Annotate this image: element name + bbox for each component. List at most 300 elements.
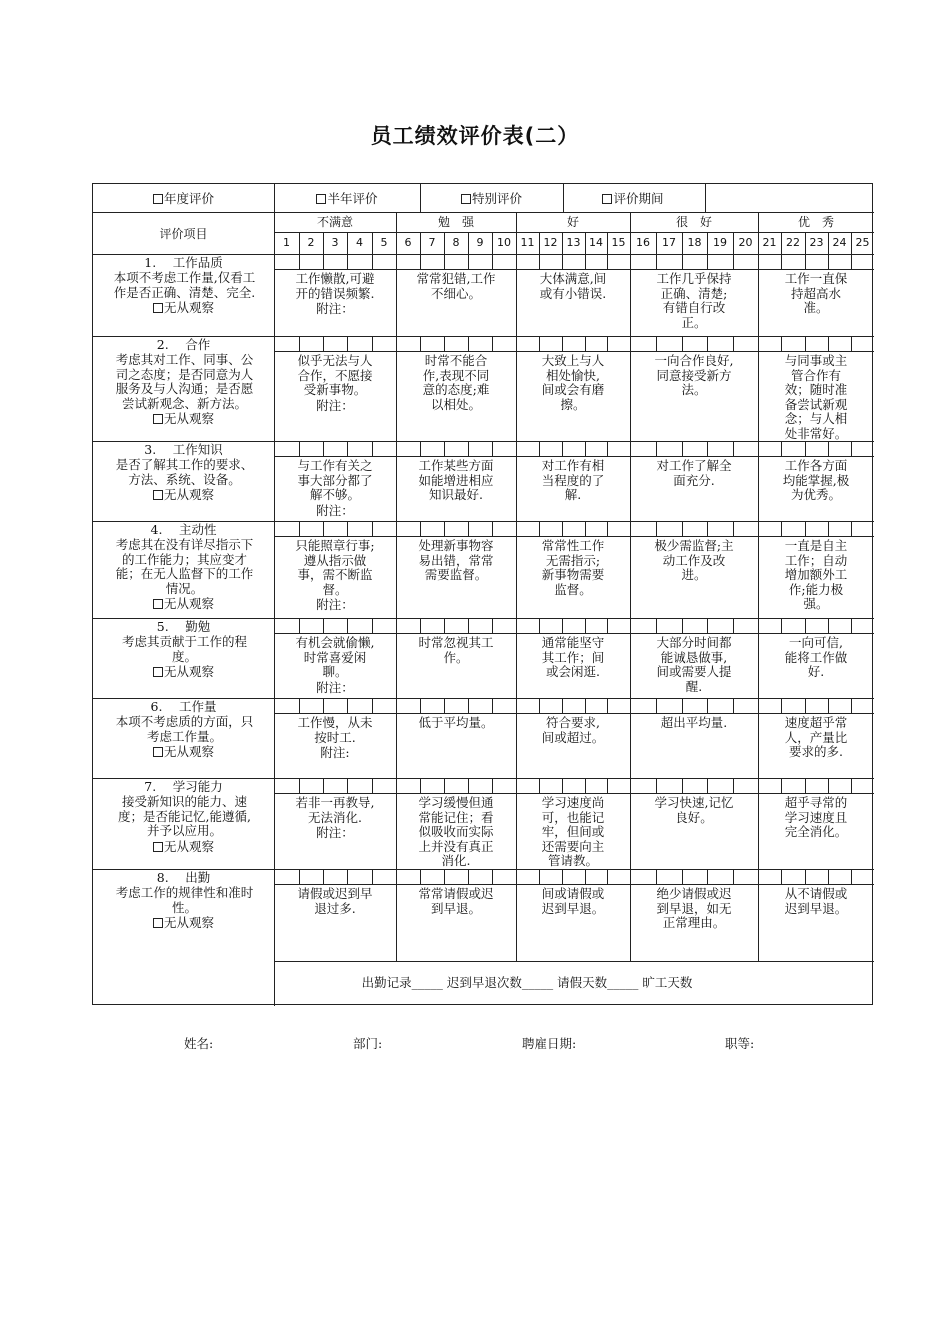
score-tick-divider (682, 698, 683, 713)
score-tick-divider (851, 441, 852, 456)
level-description: 事大部分都了 (297, 472, 373, 488)
score-tick-divider (607, 254, 608, 269)
score-tick-divider (299, 618, 300, 633)
level-description: 一直是自主 (784, 538, 848, 553)
period-cell-divider (705, 184, 706, 212)
score-tick-divider (420, 336, 421, 351)
level-description: 法。 (681, 382, 707, 397)
score-tick-divider (347, 441, 348, 456)
level-description: 可，也能记 (541, 809, 605, 825)
score-number: 1 (283, 236, 290, 249)
score-tick-divider (562, 698, 563, 713)
score-tick-divider (851, 869, 852, 884)
score-tick-divider (682, 521, 683, 536)
checkbox-icon[interactable] (153, 918, 163, 928)
score-tick-divider (516, 521, 517, 536)
score-tick-divider (781, 698, 782, 713)
score-tick-divider (656, 254, 657, 269)
item-description: 度；是否能记忆,能遵循, (118, 808, 251, 824)
score-tick-divider (299, 698, 300, 713)
score-tick-divider (585, 336, 586, 351)
level-description: 强。 (803, 596, 829, 611)
score-tick-divider (396, 869, 397, 884)
level-description: 常能记住；看 (418, 809, 494, 825)
score-tick-divider (805, 521, 806, 536)
period-option-label: 特别评价 (471, 191, 522, 206)
score-tick-divider (444, 336, 445, 351)
score-tick-divider (299, 254, 300, 269)
score-tick-divider (516, 869, 517, 884)
score-tick-divider (828, 254, 829, 269)
score-tick-divider (682, 618, 683, 633)
level-description: 或会闲逛. (546, 664, 600, 679)
item-description: 本项不考虑质的方面，只 (115, 714, 254, 729)
score-tick-divider (444, 521, 445, 536)
score-tick-divider (492, 441, 493, 456)
score-tick-divider (733, 336, 734, 351)
score-tick-divider (539, 698, 540, 713)
footer-dept-label: 部门: (353, 1036, 383, 1051)
score-tick-divider (372, 869, 373, 884)
period-row-divider (93, 212, 874, 213)
score-tick-divider (516, 618, 517, 633)
score-tick-divider (656, 869, 657, 884)
score-tick-divider (347, 254, 348, 269)
score-tick-divider (323, 778, 324, 793)
level-description: 处非常好。 (784, 425, 848, 441)
score-tick-divider (492, 521, 493, 536)
level-description: 大体满意,间 (539, 271, 607, 286)
level-description: 工作一直保 (784, 271, 848, 286)
level-description: 有机会就偷懒, (295, 635, 375, 650)
level-description: 要求的多. (789, 744, 843, 759)
item-heading: 2. 合作 (156, 337, 211, 352)
level-description: 对工作了解全 (656, 458, 732, 473)
period-half-year-option[interactable] (274, 189, 420, 207)
score-tick-divider (323, 869, 324, 884)
score-tick-divider (781, 778, 782, 793)
checkbox-icon[interactable] (153, 747, 163, 757)
level-description: 工作慢，从未 (297, 715, 373, 730)
score-tick-divider (585, 698, 586, 713)
score-tick-divider (539, 441, 540, 456)
tick-strip-line (274, 884, 874, 885)
no-observe-option[interactable] (93, 597, 274, 612)
level-description: 超出平均量. (660, 715, 728, 730)
item-description: 考虑其对工作、同事、公 (115, 352, 254, 367)
level-description: 无需指示; (545, 552, 601, 568)
score-tick-divider (585, 869, 586, 884)
score-tick-divider (299, 336, 300, 351)
score-tick-divider (444, 869, 445, 884)
score-tick-divider (516, 336, 517, 351)
score-tick-divider (733, 521, 734, 536)
score-tick-divider (396, 698, 397, 713)
item-description: 情况。 (165, 580, 204, 596)
score-number: 17 (662, 236, 676, 249)
level-description: 持超高水 (790, 285, 841, 301)
level-description: 绝少请假或迟 (656, 886, 732, 901)
score-tick-divider (828, 336, 829, 351)
item-description: 考虑工作的规律性和准时 (115, 885, 254, 900)
score-tick-divider (607, 441, 608, 456)
score-number: 18 (687, 236, 702, 249)
score-number: 4 (356, 236, 363, 249)
score-tick-divider (758, 618, 759, 633)
tick-strip-line (274, 793, 874, 794)
level-description: 动工作及改 (662, 552, 726, 568)
item-description: 尝试新观念、新方法。 (121, 395, 247, 411)
score-tick-divider (492, 698, 493, 713)
no-observe-option[interactable] (93, 745, 274, 760)
note-label: 附注： (316, 679, 354, 695)
score-tick-divider (607, 336, 608, 351)
no-observe-option[interactable] (93, 488, 274, 503)
note-label: 附注： (316, 825, 354, 840)
score-tick-divider (781, 869, 782, 884)
no-observe-option[interactable] (93, 301, 274, 316)
score-tick-divider (420, 254, 421, 269)
item-header: 评价项目 (159, 227, 208, 241)
item-description: 服务及与人沟通；是否愿 (115, 381, 254, 396)
level-description: 大致上与人 (541, 353, 605, 368)
level-header: 很 好 (675, 215, 712, 229)
level-description: 意的态度;难 (422, 382, 490, 397)
score-tick-divider (758, 778, 759, 793)
level-description: 需要监督。 (424, 567, 488, 582)
score-tick-divider (682, 869, 683, 884)
score-tick-divider (323, 336, 324, 351)
item-description: 司之态度；是否同意为人 (115, 366, 254, 382)
level-description: 易出错，常常 (418, 552, 494, 568)
tick-strip-line (274, 351, 874, 352)
no-observe-label: 无从观察 (163, 915, 214, 930)
evaluation-form (92, 183, 873, 1005)
score-tick-divider (396, 441, 397, 456)
score-tick-divider (733, 441, 734, 456)
checkbox-icon[interactable] (153, 667, 163, 677)
score-tick-divider (492, 254, 493, 269)
score-tick-divider (656, 698, 657, 713)
score-tick-divider (347, 618, 348, 633)
score-tick-divider (516, 698, 517, 713)
score-tick-divider (539, 254, 540, 269)
score-number: 16 (636, 236, 650, 249)
score-tick-divider (468, 336, 469, 351)
checkbox-icon[interactable] (316, 194, 326, 204)
score-tick-divider (707, 698, 708, 713)
score-tick-divider (851, 254, 852, 269)
level-description: 似吸收而实际 (418, 824, 494, 839)
score-tick-divider (851, 521, 852, 536)
level-description: 工作几乎保持 (656, 271, 732, 286)
score-tick-divider (539, 336, 540, 351)
level-description: 面充分. (673, 472, 715, 488)
level-group-divider (396, 212, 397, 961)
footer-hire-date-label: 聘雇日期: (522, 1036, 577, 1051)
period-term-option[interactable] (563, 189, 703, 207)
score-number: 8 (452, 236, 460, 249)
score-tick-divider (758, 336, 759, 351)
level-description: 良好。 (675, 809, 713, 825)
level-description: 完全消化。 (784, 824, 848, 839)
score-tick-divider (562, 336, 563, 351)
checkbox-icon[interactable] (461, 194, 471, 204)
level-description: 相处愉快, (546, 367, 600, 383)
score-tick-divider (299, 869, 300, 884)
score-tick-divider (607, 618, 608, 633)
score-tick-divider (707, 618, 708, 633)
level-description: 工作懒散,可避 (295, 271, 375, 286)
score-tick-divider (707, 521, 708, 536)
level-description: 准。 (803, 300, 829, 315)
score-tick-divider (562, 521, 563, 536)
score-number: 12 (543, 236, 558, 249)
period-annual-option[interactable] (93, 189, 274, 207)
checkbox-icon[interactable] (153, 599, 163, 609)
score-tick-divider (805, 441, 806, 456)
level-description: 处理新事物容 (418, 538, 494, 553)
item-description: 能；在无人监督下的工作 (115, 566, 254, 581)
level-description: 常常犯错,工作 (416, 271, 496, 286)
level-description: 正。 (681, 314, 707, 330)
note-label: 附注： (316, 502, 354, 518)
level-description: 通常能坚守 (541, 635, 605, 650)
level-description: 作,表现不同 (422, 367, 490, 383)
level-description: 消化. (441, 853, 471, 868)
score-tick-divider (630, 521, 631, 536)
score-number: 22 (786, 236, 800, 249)
no-observe-label: 无从观察 (163, 300, 214, 315)
checkbox-icon[interactable] (153, 490, 163, 500)
level-header-divider (274, 232, 874, 233)
score-tick-divider (396, 254, 397, 269)
no-observe-option[interactable] (93, 916, 274, 931)
level-description: 间或需要人提 (656, 664, 732, 679)
checkbox-icon[interactable] (153, 194, 163, 204)
level-description: 超乎寻常的 (784, 795, 848, 810)
level-description: 管请教。 (547, 853, 598, 868)
level-description: 学习缓慢但通 (418, 795, 494, 810)
level-description: 解不够。 (309, 487, 360, 502)
item-row-divider (93, 618, 874, 619)
score-tick-divider (656, 336, 657, 351)
level-description: 管合作有 (790, 367, 841, 383)
item-description: 考虑其在没有详尽指示下 (115, 537, 254, 552)
note-label: 附注： (316, 301, 354, 316)
score-number: 7 (428, 236, 436, 249)
score-number: 25 (855, 236, 870, 249)
score-tick-divider (396, 778, 397, 793)
score-tick-divider (805, 254, 806, 269)
level-description: 极少需监督;主 (654, 538, 734, 553)
score-tick-divider (468, 618, 469, 633)
score-tick-divider (396, 521, 397, 536)
tick-strip-line (274, 633, 874, 634)
tick-strip-line (274, 269, 874, 270)
score-tick-divider (323, 698, 324, 713)
level-description: 不细心。 (430, 285, 481, 301)
level-description: 对工作有相 (541, 458, 605, 473)
score-tick-divider (707, 254, 708, 269)
score-number: 3 (331, 236, 339, 249)
level-description: 均能掌握,极 (782, 472, 850, 488)
score-tick-divider (607, 778, 608, 793)
level-description: 似乎无法与人 (297, 353, 373, 368)
score-tick-divider (828, 869, 829, 884)
score-tick-divider (347, 869, 348, 884)
level-description: 能将工作做 (784, 649, 848, 665)
level-description: 同意接受新方 (656, 367, 732, 383)
level-description: 作。 (443, 649, 469, 665)
score-tick-divider (805, 869, 806, 884)
no-observe-label: 无从观察 (163, 487, 214, 502)
score-tick-divider (372, 254, 373, 269)
score-tick-divider (372, 441, 373, 456)
score-tick-divider (539, 778, 540, 793)
level-description: 一向可信, (789, 635, 843, 650)
score-tick-divider (733, 778, 734, 793)
score-tick-divider (630, 778, 631, 793)
score-tick-divider (630, 698, 631, 713)
item-row-divider (93, 869, 874, 870)
level-description: 受新事物。 (303, 382, 367, 397)
score-tick-divider (492, 869, 493, 884)
level-description: 牢，但间或 (541, 824, 605, 839)
checkbox-icon[interactable] (153, 842, 163, 852)
score-tick-divider (682, 778, 683, 793)
level-description: 与工作有关之 (297, 458, 373, 473)
score-tick-divider (805, 336, 806, 351)
level-description: 遵从指示做 (303, 552, 367, 568)
no-observe-option[interactable] (93, 665, 274, 680)
score-tick-divider (781, 254, 782, 269)
score-tick-divider (585, 618, 586, 633)
level-description: 只能照章行事; (295, 538, 375, 553)
score-tick-divider (468, 521, 469, 536)
score-number: 15 (611, 236, 626, 249)
level-description: 一向合作良好, (654, 353, 734, 368)
period-option-label: 半年评价 (327, 191, 378, 206)
score-tick-divider (805, 778, 806, 793)
score-tick-divider (851, 618, 852, 633)
level-description: 人，产量比 (784, 729, 848, 745)
score-tick-divider (347, 778, 348, 793)
level-description: 如能增进相应 (418, 472, 494, 488)
note-label: 附注: (320, 745, 350, 760)
period-special-option[interactable] (420, 189, 563, 207)
score-tick-divider (539, 618, 540, 633)
note-label: 附注： (316, 597, 354, 612)
no-observe-label: 无从观察 (163, 664, 214, 679)
level-description: 工作各方面 (784, 458, 848, 473)
checkbox-icon[interactable] (602, 194, 612, 204)
level-description: 迟到早退。 (784, 900, 848, 916)
level-description: 间或会有磨 (541, 382, 605, 397)
level-description: 当程度的了 (541, 472, 605, 488)
score-number: 20 (738, 236, 753, 249)
score-tick-divider (562, 441, 563, 456)
item-heading: 6. 工作量 (150, 699, 217, 714)
score-tick-divider (682, 254, 683, 269)
item-description: 作是否正确、清楚、完全. (113, 284, 256, 300)
score-tick-divider (323, 521, 324, 536)
level-description: 开的错误频繁. (295, 285, 375, 301)
score-tick-divider (468, 698, 469, 713)
score-tick-divider (733, 618, 734, 633)
level-description: 新事物需要 (541, 567, 605, 582)
item-description: 度。 (171, 648, 197, 664)
level-description: 无法消化. (308, 809, 362, 825)
score-tick-divider (758, 521, 759, 536)
score-tick-divider (805, 618, 806, 633)
score-tick-divider (607, 521, 608, 536)
score-tick-divider (781, 521, 782, 536)
level-description: 事，需不断监 (297, 567, 373, 582)
score-tick-divider (516, 254, 517, 269)
no-observe-label: 无从观察 (163, 596, 214, 611)
score-tick-divider (585, 521, 586, 536)
score-tick-divider (372, 698, 373, 713)
score-tick-divider (492, 618, 493, 633)
checkbox-icon[interactable] (153, 303, 163, 313)
level-description: 到早退。 (430, 900, 481, 916)
no-observe-label: 无从观察 (163, 838, 214, 854)
level-group-divider (630, 212, 631, 961)
score-tick-divider (420, 778, 421, 793)
score-tick-divider (707, 869, 708, 884)
score-tick-divider (396, 618, 397, 633)
score-tick-divider (372, 618, 373, 633)
score-tick-divider (420, 521, 421, 536)
score-tick-divider (585, 254, 586, 269)
score-tick-divider (758, 869, 759, 884)
level-description: 有错自行改 (662, 300, 726, 315)
period-option-label: 评价期间 (613, 191, 664, 206)
level-description: 或有小错误. (539, 285, 607, 301)
score-tick-divider (656, 441, 657, 456)
level-description: 学习速度且 (784, 809, 848, 825)
score-tick-divider (516, 778, 517, 793)
score-number: 24 (832, 236, 847, 249)
item-description: 方法、系统、设备。 (128, 471, 241, 487)
score-tick-divider (630, 254, 631, 269)
no-observe-option[interactable] (93, 412, 274, 427)
level-description: 备尝试新观 (784, 396, 848, 412)
level-description: 效；随时准 (784, 382, 848, 397)
level-description: 时常忽视其工 (418, 635, 494, 650)
checkbox-icon[interactable] (153, 414, 163, 424)
level-description: 时常不能合 (424, 353, 488, 368)
score-number: 23 (809, 236, 824, 249)
score-tick-divider (682, 441, 683, 456)
score-tick-divider (420, 441, 421, 456)
level-description: 速度超乎常 (784, 715, 848, 730)
level-description: 按时工. (314, 729, 356, 745)
level-description: 增加额外工 (784, 567, 848, 582)
no-observe-option[interactable] (93, 840, 274, 855)
footer-grade-label: 职等: (725, 1036, 755, 1051)
level-description: 间或超过。 (541, 729, 605, 745)
score-number: 19 (713, 236, 727, 249)
score-number: 5 (380, 236, 388, 249)
score-tick-divider (851, 778, 852, 793)
level-header: 好 (566, 215, 579, 229)
level-description: 好. (807, 664, 825, 679)
score-tick-divider (468, 441, 469, 456)
level-description: 学习快速,记忆 (654, 795, 734, 810)
score-tick-divider (323, 254, 324, 269)
